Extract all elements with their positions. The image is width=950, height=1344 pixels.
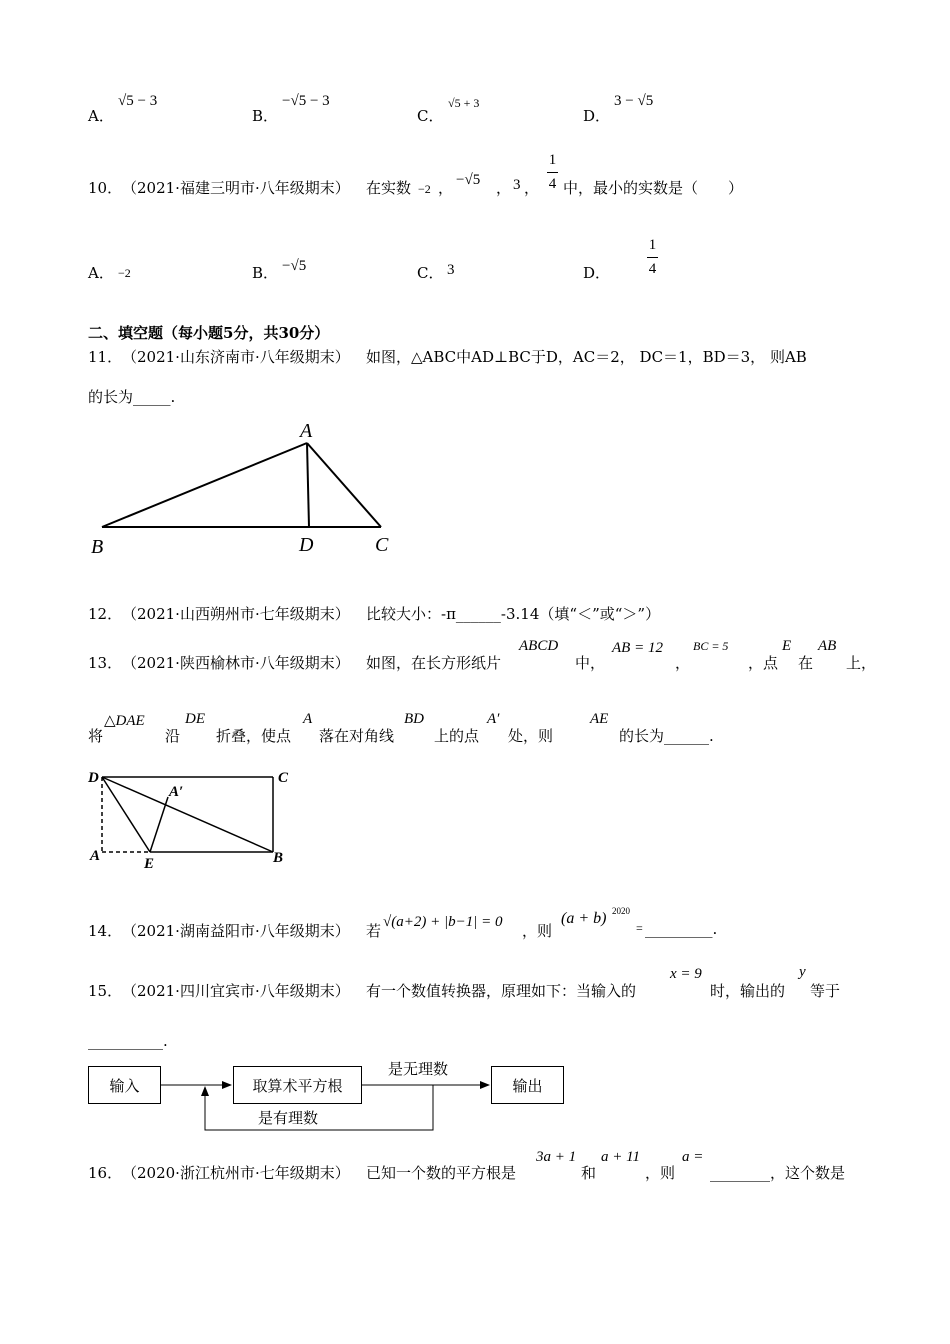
q16-expr-1: 3a + 1 — [536, 1149, 577, 1165]
q13-text-7: 沿 — [165, 727, 181, 745]
q10-value-3: 3 — [513, 177, 521, 193]
q13-source: （2021·陕西榆林市·八年级期末） — [122, 654, 350, 672]
q11-source: （2021·山东济南市·八年级期末） — [122, 348, 350, 366]
q16-text-3: ，则 — [645, 1164, 676, 1182]
q14-text-2: ，则 — [522, 922, 553, 940]
q14-equals: = — [636, 921, 643, 935]
q16-math-a: a = — [682, 1149, 704, 1165]
q13-segment-ea1 — [150, 797, 168, 852]
q13-label-b: B — [273, 850, 284, 866]
q13-label-a: A — [90, 848, 101, 864]
q12-number: 12． — [88, 605, 123, 623]
q16-text-4: ________，这个数是 — [710, 1164, 846, 1182]
q13-text-3: ，点 — [748, 654, 779, 672]
flow-arrow-loop-back — [205, 1085, 433, 1130]
q10-option-a-label: A． — [88, 264, 114, 282]
q9-option-a-label: A． — [88, 107, 114, 125]
flow-arrows — [150, 1060, 500, 1135]
q11-line-2: 的长为_____. — [88, 388, 176, 406]
q13-math-ab: AB — [818, 638, 837, 654]
q13-text-8: 折叠，使点 — [216, 727, 292, 745]
q10-source: （2021·福建三明市·八年级期末） — [122, 179, 350, 197]
q11-segment-ab — [102, 443, 307, 527]
q10-option-d-fraction — [647, 238, 658, 277]
q13-text-12: 的长为______. — [619, 727, 714, 745]
q13-text-11: 处，则 — [508, 727, 554, 745]
q11-number: 11． — [88, 348, 123, 366]
q14-blank: _________. — [645, 920, 718, 938]
q9-option-c-expr: √5 + 3 — [448, 96, 480, 110]
q13-math-dae: △DAE — [104, 713, 145, 729]
q10-option-b-label: B． — [252, 264, 279, 282]
q13-math-abcd: ABCD — [519, 638, 559, 654]
q13-math-ae: AE — [590, 711, 609, 727]
flow-output-label: 输出 — [512, 1076, 543, 1095]
q13-math-a-prime: A′ — [487, 711, 500, 727]
q16-expr-2: a + 11 — [601, 1149, 641, 1165]
q14-expr-2: (a + b) — [561, 910, 607, 927]
q16-text-1: 已知一个数的平方根是 — [366, 1164, 517, 1182]
q11-label-b: B — [91, 536, 104, 558]
q13-text-10: 上的点 — [434, 727, 480, 745]
q10-number: 10． — [88, 179, 123, 197]
q15-number: 15． — [88, 982, 123, 1000]
q13-math-ab-12: AB = 12 — [612, 640, 663, 656]
q13-label-e: E — [144, 856, 155, 872]
q11-segment-ac — [307, 443, 381, 527]
q10-fraction-den: 4 — [548, 176, 557, 192]
q15-text-3: 等于 — [810, 982, 841, 1000]
q13-label-d: D — [88, 770, 99, 786]
q14-text-1: 若 — [366, 922, 382, 940]
q10-fraction — [547, 153, 558, 192]
q13-math-bd: BD — [404, 711, 424, 727]
q13-math-bc-5: BC = 5 — [693, 639, 729, 653]
q11-segment-ad — [307, 443, 309, 527]
q13-label-a-prime: A′ — [169, 784, 184, 800]
q10-option-d-label: D． — [583, 264, 611, 282]
q13-text-2: 中， — [575, 654, 606, 672]
q13-math-e: E — [782, 638, 792, 654]
q11-label-c: C — [375, 534, 389, 556]
q11-triangle-figure — [85, 415, 405, 560]
flow-output-box — [491, 1066, 564, 1104]
q13-math-a: A — [303, 711, 313, 727]
q9-option-b-expr: −√5 − 3 — [282, 93, 330, 109]
q10-option-d-den: 4 — [648, 261, 657, 277]
q13-math-de: DE — [185, 711, 205, 727]
q15-text-2: 时，输出的 — [710, 982, 786, 1000]
q16-text-2: 和 — [581, 1164, 597, 1182]
q13-text-9: 落在对角线 — [319, 727, 395, 745]
q14-exponent: 2020 — [612, 906, 630, 916]
q15-blank: __________. — [88, 1032, 168, 1050]
q15-math-x: x = 9 — [670, 966, 702, 982]
flow-process-label: 取算术平方根 — [252, 1076, 343, 1095]
q10-value-neg2: −2 — [418, 182, 431, 196]
section-2-title: 二、填空题（每小题5分，共30分） — [88, 324, 330, 342]
q10-option-a-expr: −2 — [118, 266, 131, 280]
q14-expr-1: √(a+2) + |b−1| = 0 — [383, 914, 503, 930]
q9-option-c-label: C． — [417, 107, 444, 125]
q11-label-d: D — [299, 534, 314, 556]
q14-source: （2021·湖南益阳市·八年级期末） — [122, 922, 350, 940]
q10-fraction-num: 1 — [548, 152, 557, 168]
q15-text-1: 有一个数值转换器，原理如下：当输入的 — [366, 982, 637, 1000]
q10-option-c-expr: 3 — [447, 262, 455, 278]
q13-text-5: 上， — [846, 654, 877, 672]
flow-input-label: 输入 — [109, 1076, 140, 1095]
q9-option-d-expr: 3 − √5 — [614, 93, 654, 109]
q12-text: 比较大小：-π______-3.14（填“＜”或“＞”） — [366, 605, 661, 623]
q12-source: （2021·山西朔州市·七年级期末） — [122, 605, 350, 623]
flow-irrational-label: 是无理数 — [388, 1060, 449, 1078]
q15-math-y: y — [799, 964, 806, 980]
q10-stem-1: 在实数 — [366, 179, 412, 197]
q13-number: 13． — [88, 654, 123, 672]
q11-line-1: 如图，△ABC中AD⊥BC于D，AC＝2， DC＝1，BD＝3， 则AB — [366, 348, 807, 366]
q13-text-1: 如图，在长方形纸片 — [366, 654, 502, 672]
q10-option-b-expr: −√5 — [282, 258, 307, 274]
q10-value-negsqrt5: −√5 — [456, 172, 481, 188]
q15-source: （2021·四川宜宾市·八年级期末） — [122, 982, 350, 1000]
q10-option-c-label: C． — [417, 264, 444, 282]
q13-label-c: C — [278, 770, 289, 786]
q13-comma: ， — [675, 654, 691, 672]
q9-option-b-label: B． — [252, 107, 279, 125]
q11-label-a: A — [300, 420, 313, 442]
q9-option-d-label: D． — [583, 107, 611, 125]
q10-option-d-num: 1 — [648, 237, 657, 253]
q16-number: 16． — [88, 1164, 123, 1182]
q13-text-6: 将 — [88, 727, 104, 745]
q10-stem-2: 中，最小的实数是（ ） — [563, 179, 744, 197]
q14-number: 14． — [88, 922, 123, 940]
q13-segment-db — [102, 777, 273, 852]
q13-rectangle-figure — [85, 765, 295, 875]
q9-option-a-expr: √5 − 3 — [118, 93, 158, 109]
flow-rational-label: 是有理数 — [258, 1109, 319, 1127]
q16-source: （2020·浙江杭州市·七年级期末） — [122, 1164, 350, 1182]
q13-text-4: 在 — [798, 654, 814, 672]
